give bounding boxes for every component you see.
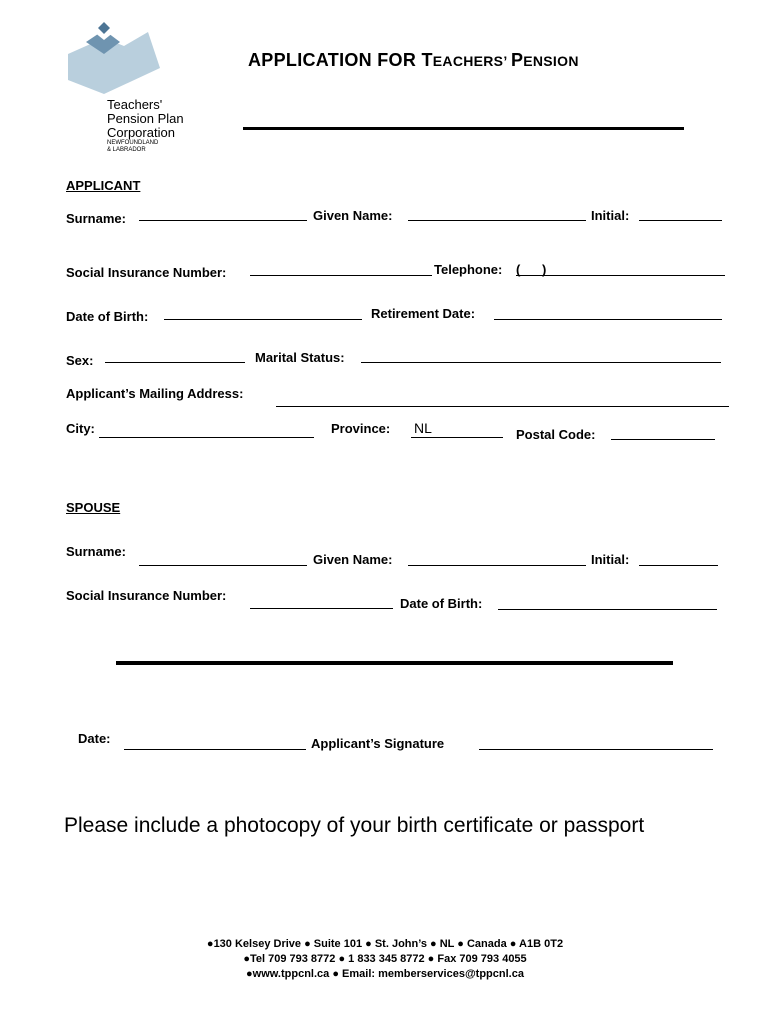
applicant-given-name-field[interactable] — [408, 220, 586, 221]
logo-line-3: Corporation — [107, 125, 175, 140]
title-p: P — [510, 50, 524, 70]
signature-label: Applicant’s Signature — [311, 736, 445, 751]
applicant-surname-field[interactable] — [139, 220, 307, 221]
spouse-given-name-label: Given Name: — [313, 552, 393, 567]
applicant-given-name-label: Given Name: — [313, 208, 393, 223]
title-part-3: ENSION — [523, 53, 579, 69]
applicant-postal-label: Postal Code: — [516, 427, 596, 442]
applicant-sex-field[interactable] — [105, 362, 245, 363]
date-label: Date: — [78, 731, 111, 746]
spouse-sin-label: Social Insurance Number: — [66, 588, 227, 603]
applicant-telephone-label: Telephone: — [434, 262, 503, 277]
logo-wordmark — [107, 98, 184, 140]
signature-field[interactable] — [479, 749, 713, 750]
applicant-dob-field[interactable] — [164, 319, 362, 320]
photocopy-note: Please include a photocopy of your birth certificate or passport — [64, 814, 645, 837]
applicant-retirement-label: Retirement Date: — [371, 306, 476, 321]
spouse-given-name-field[interactable] — [408, 565, 586, 566]
applicant-postal-field[interactable] — [611, 439, 715, 440]
applicant-sin-label: Social Insurance Number: — [66, 265, 227, 280]
logo-province — [107, 140, 158, 154]
logo-line-1: Teachers' — [107, 97, 163, 112]
logo-small-1: NEWFOUNDLAND — [107, 140, 159, 146]
title-part-1: APPLICATION FOR — [248, 50, 422, 70]
section-divider — [116, 661, 673, 665]
applicant-city-label: City: — [66, 421, 95, 436]
applicant-marital-field[interactable] — [361, 362, 721, 363]
applicant-initial-label: Initial: — [591, 208, 630, 223]
title-rule — [243, 127, 684, 130]
applicant-dob-label: Date of Birth: — [66, 309, 149, 324]
applicant-city-field[interactable] — [99, 437, 314, 438]
logo-line-2: Pension Plan — [107, 111, 184, 126]
footer-web-email: ●www.tppcnl.ca ● Email: memberservices@tppcnl.ca — [246, 968, 524, 980]
logo-small-2: & LABRADOR — [107, 147, 146, 153]
applicant-telephone-area-code: ( ) — [516, 262, 547, 277]
spouse-sin-field[interactable] — [250, 608, 393, 609]
spouse-initial-field[interactable] — [639, 565, 718, 566]
applicant-province-value: NL — [414, 420, 432, 436]
spouse-dob-field[interactable] — [498, 609, 717, 610]
applicant-initial-field[interactable] — [639, 220, 722, 221]
applicant-heading: APPLICANT — [66, 178, 141, 193]
applicant-province-label: Province: — [331, 421, 391, 436]
applicant-surname-label: Surname: — [66, 211, 126, 226]
applicant-sex-label: Sex: — [66, 353, 94, 368]
applicant-telephone-field[interactable] — [516, 275, 725, 276]
applicant-marital-label: Marital Status: — [255, 350, 345, 365]
spouse-dob-label: Date of Birth: — [400, 596, 483, 611]
logo-mark-icon — [64, 18, 164, 98]
spouse-initial-label: Initial: — [591, 552, 630, 567]
organization-logo — [64, 18, 164, 98]
spouse-surname-field[interactable] — [139, 565, 307, 566]
applicant-mailing-label: Applicant’s Mailing Address: — [66, 386, 244, 401]
footer-address: ●130 Kelsey Drive ● Suite 101 ● St. John’s ● NL ● Canada ● A1B 0T2 — [206, 938, 564, 950]
applicant-province-field[interactable] — [411, 437, 503, 438]
page-title — [248, 50, 579, 71]
applicant-mailing-field[interactable] — [276, 406, 729, 407]
applicant-retirement-field[interactable] — [494, 319, 722, 320]
footer-phone: ●Tel 709 793 8772 ● 1 833 345 8772 ● Fax 709 793 4055 — [243, 953, 527, 965]
date-field[interactable] — [124, 749, 306, 750]
spouse-surname-label: Surname: — [66, 544, 126, 559]
spouse-heading: SPOUSE — [66, 500, 121, 515]
applicant-sin-field[interactable] — [250, 275, 432, 276]
title-t: T — [421, 50, 433, 70]
title-part-2: EACHERS’ — [432, 53, 511, 69]
